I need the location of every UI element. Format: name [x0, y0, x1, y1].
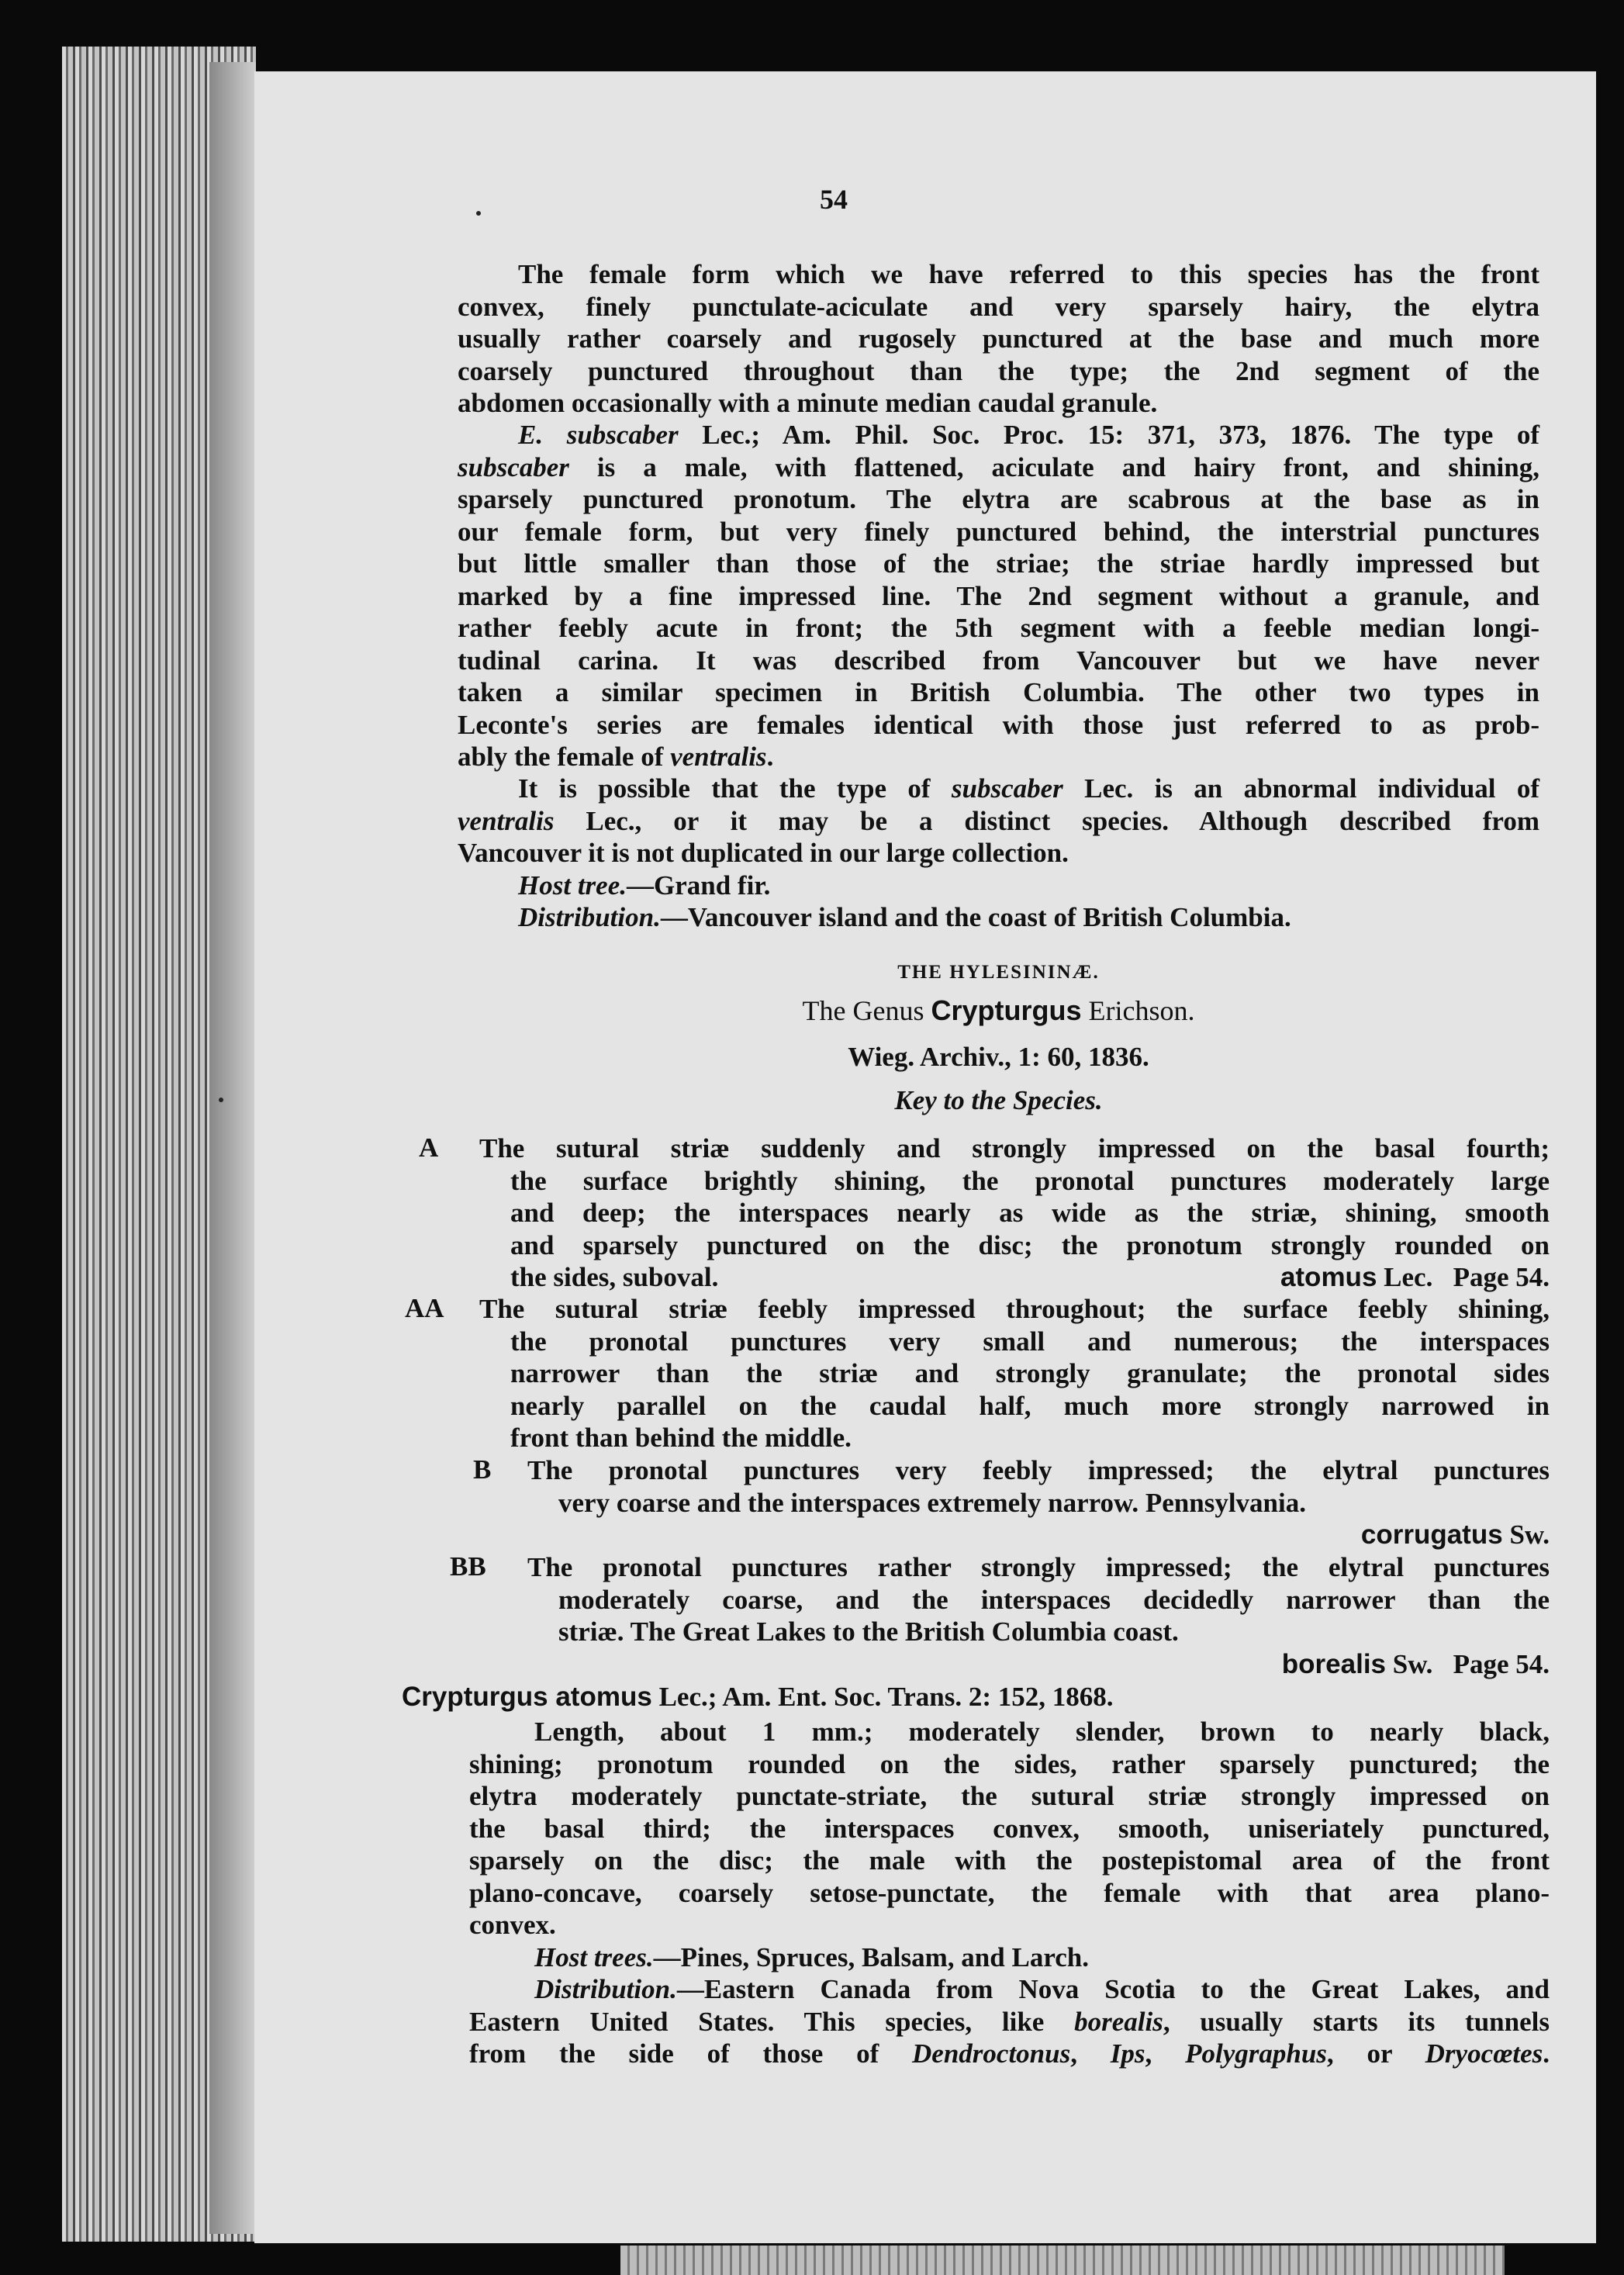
text-span: .	[1543, 2038, 1550, 2069]
text-line: and deep; the interspaces nearly as wide as the striæ, shining, smooth	[510, 1198, 1550, 1228]
text-line: sparsely punctured pronotum. The elytra are scabrous at the base as in	[458, 484, 1539, 514]
text-span: Lec. is an abnormal individual of	[1063, 773, 1539, 804]
text-line: The pronotal punctures rather strongly impressed; the elytral punctures	[527, 1552, 1550, 1582]
text-line	[458, 451, 1539, 484]
paragraph-abnormal-individual	[458, 773, 1539, 934]
genus-name: Ips	[1110, 2038, 1145, 2069]
key-entry-b	[527, 1454, 1550, 1551]
key-result	[527, 1648, 1550, 1681]
text-span: Eastern United States. This species, like	[469, 2006, 1075, 2037]
text-line	[479, 1261, 1550, 1294]
text-line: our female form, but very finely punctured behind, the interstrial punctures	[458, 516, 1539, 547]
text-line: the pronotal punctures very small and numerous; the interspaces	[510, 1326, 1550, 1357]
host-label: Host tree.	[518, 870, 627, 901]
genus-name: Dryocœtes	[1425, 2038, 1543, 2069]
text-line: The pronotal punctures very feebly impressed; the elytral punctures	[527, 1455, 1550, 1485]
text-line: and sparsely punctured on the disc; the pronotum strongly rounded on	[510, 1229, 1550, 1260]
host-value: —Grand fir.	[626, 870, 771, 901]
species-name: subscaber	[951, 773, 1063, 804]
text-span: is a male, with flattened, aciculate and hairy front, and shining,	[568, 451, 1539, 482]
host-value: —Pines, Spruces, Balsam, and Larch.	[653, 1941, 1089, 1972]
text-span: ,	[1070, 2038, 1111, 2069]
distribution-label: Distribution.	[534, 1974, 677, 2004]
genus-name: Dendroctonus	[912, 2038, 1071, 2069]
text-line: moderately coarse, and the interspaces decidedly narrower than the	[558, 1584, 1550, 1615]
text-span: The Genus	[802, 995, 931, 1026]
species-name: ventralis	[458, 805, 555, 836]
species-heading-name: Crypturgus atomus	[402, 1682, 652, 1712]
text-line: sparsely on the disc; the male with the postepistomal area of the front	[469, 1845, 1550, 1876]
text-line	[469, 2038, 1550, 2070]
genus-abbrev: E.	[518, 420, 544, 450]
distribution-label: Distribution.	[518, 902, 661, 932]
author: Lec.	[1377, 1262, 1433, 1292]
species-name: borealis	[1074, 2006, 1163, 2037]
distribution-line	[469, 1973, 1550, 2006]
key-label-aa: AA	[405, 1293, 444, 1323]
text-line: abdomen occasionally with a minute median caudal granule.	[458, 388, 1158, 418]
text-line: narrower than the striæ and strongly granulate; the pronotal sides	[510, 1358, 1550, 1388]
species-name: subscaber	[566, 420, 679, 450]
text-line: convex, finely punctulate-aciculate and very sparsely hairy, the elytra	[458, 291, 1539, 322]
text-span: Lec., or it may be a distinct species. Although described from	[554, 805, 1539, 836]
page-number: 54	[820, 184, 848, 215]
key-result	[527, 1519, 1550, 1551]
species-name: subscaber	[458, 451, 569, 482]
text-span: Erichson.	[1081, 995, 1195, 1026]
text-line: shining; pronotum rounded on the sides, rather sparsely punctured; the	[469, 1748, 1550, 1779]
text-span: It is possible that the type of	[518, 773, 952, 804]
section-heading: THE HYLESININÆ.	[897, 962, 1100, 983]
text-line: rather feebly acute in front; the 5th segment with a feeble median longi-	[458, 613, 1539, 643]
paragraph-female-form	[458, 258, 1539, 420]
key-title: Key to the Species.	[894, 1085, 1103, 1115]
text-span: from the side of those of	[469, 2038, 913, 2069]
genus-name: Polygraphus	[1185, 2038, 1327, 2069]
text-line: convex.	[469, 1910, 556, 1940]
text-line: the basal third; the interspaces convex, smooth, uniseriately punctured,	[469, 1813, 1550, 1844]
distribution-line	[458, 901, 1539, 934]
distribution-value: —Eastern Canada from Nova Scotia to the Great Lakes, and	[676, 1974, 1550, 2004]
key-entry-aa	[479, 1293, 1550, 1454]
key-label-b: B	[473, 1454, 492, 1485]
species-name: borealis	[1281, 1648, 1387, 1679]
text-span: , usually starts its tunnels	[1163, 2006, 1550, 2037]
host-label: Host trees.	[534, 1941, 654, 1972]
text-line: plano-concave, coarsely setose-punctate, the female with that area plano-	[469, 1877, 1550, 1908]
author: Sw.	[1386, 1648, 1433, 1679]
text-line	[458, 741, 1539, 773]
text-line: coarsely punctured throughout than the type; the 2nd segment of the	[458, 355, 1539, 386]
text-span: the sides, suboval.	[510, 1262, 719, 1292]
text-line: The sutural striæ suddenly and strongly impressed on the basal fourth;	[479, 1133, 1550, 1163]
paragraph-subscaber	[458, 419, 1539, 773]
key-label-a: A	[419, 1132, 439, 1163]
text-line: very coarse and the interspaces extremely narrow. Pennsylvania.	[558, 1487, 1306, 1518]
text-line: tudinal carina. It was described from Vancouver but we have never	[458, 645, 1539, 676]
text-line: striæ. The Great Lakes to the British Columbia coast.	[558, 1616, 1179, 1647]
key-entry-a	[479, 1132, 1550, 1294]
text-line: elytra moderately punctate-striate, the sutural striæ strongly impressed on	[469, 1781, 1550, 1811]
text-span: ably the female of	[458, 742, 671, 772]
citation-text: Lec.; Am. Ent. Soc. Trans. 2: 152, 1868.	[651, 1682, 1114, 1712]
key-result	[1280, 1261, 1550, 1294]
text-line	[458, 773, 1539, 805]
author: Sw.	[1502, 1520, 1550, 1550]
species-name: ventralis	[670, 742, 767, 772]
text-line: The sutural striæ feebly impressed throughout; the surface feebly shining,	[479, 1294, 1550, 1324]
species-name: atomus	[1280, 1262, 1377, 1292]
text-line: Vancouver it is not duplicated in our large collection.	[458, 838, 1069, 868]
page-ref: Page 54.	[1453, 1262, 1550, 1292]
text-line: Length, about 1 mm.; moderately slender, brown to nearly black,	[534, 1717, 1550, 1747]
key-entry-bb	[527, 1551, 1550, 1680]
page-ref: Page 54.	[1453, 1648, 1550, 1679]
ink-speck	[476, 211, 481, 216]
text-span: ,	[1145, 2038, 1186, 2069]
text-line: nearly parallel on the caudal half, much more strongly narrowed in	[510, 1390, 1550, 1421]
text-line: The female form which we have referred to this species has the front	[518, 259, 1539, 289]
text-line: usually rather coarsely and rugosely punctured at the base and much more	[458, 323, 1539, 354]
text-line: taken a similar specimen in British Columbia. The other two types in	[458, 677, 1539, 707]
page-gutter-shadow	[209, 62, 256, 2234]
text-line	[458, 419, 1539, 451]
bottom-page-edge	[620, 2246, 1505, 2275]
host-tree-line	[458, 870, 1539, 902]
text-line	[469, 2006, 1550, 2038]
text-span: , or	[1326, 2038, 1425, 2069]
text-line: marked by a fine impressed line. The 2nd segment without a granule, and	[458, 580, 1539, 611]
genus-reference: Wieg. Archiv., 1: 60, 1836.	[848, 1042, 1149, 1072]
distribution-value: —Vancouver island and the coast of British Columbia.	[660, 902, 1291, 932]
species-name: corrugatus	[1360, 1520, 1503, 1550]
citation-text: Lec.; Am. Phil. Soc. Proc. 15: 371, 373, 1876. The type of	[678, 420, 1540, 450]
text-line: the surface brightly shining, the pronotal punctures moderately large	[510, 1165, 1550, 1196]
ink-speck	[219, 1098, 223, 1102]
species-description	[469, 1716, 1550, 2070]
species-heading	[402, 1681, 1550, 1713]
text-line: front than behind the middle.	[510, 1423, 852, 1453]
genus-title	[458, 994, 1539, 1028]
key-label-bb: BB	[450, 1551, 486, 1582]
text-span: .	[766, 742, 774, 772]
genus-name: Crypturgus	[931, 994, 1082, 1026]
host-trees-line	[469, 1941, 1550, 1974]
text-line: Leconte's series are females identical with those just referred to as prob-	[458, 709, 1539, 740]
text-line: but little smaller than those of the striae; the striae hardly impressed but	[458, 548, 1539, 579]
text-line	[458, 805, 1539, 838]
